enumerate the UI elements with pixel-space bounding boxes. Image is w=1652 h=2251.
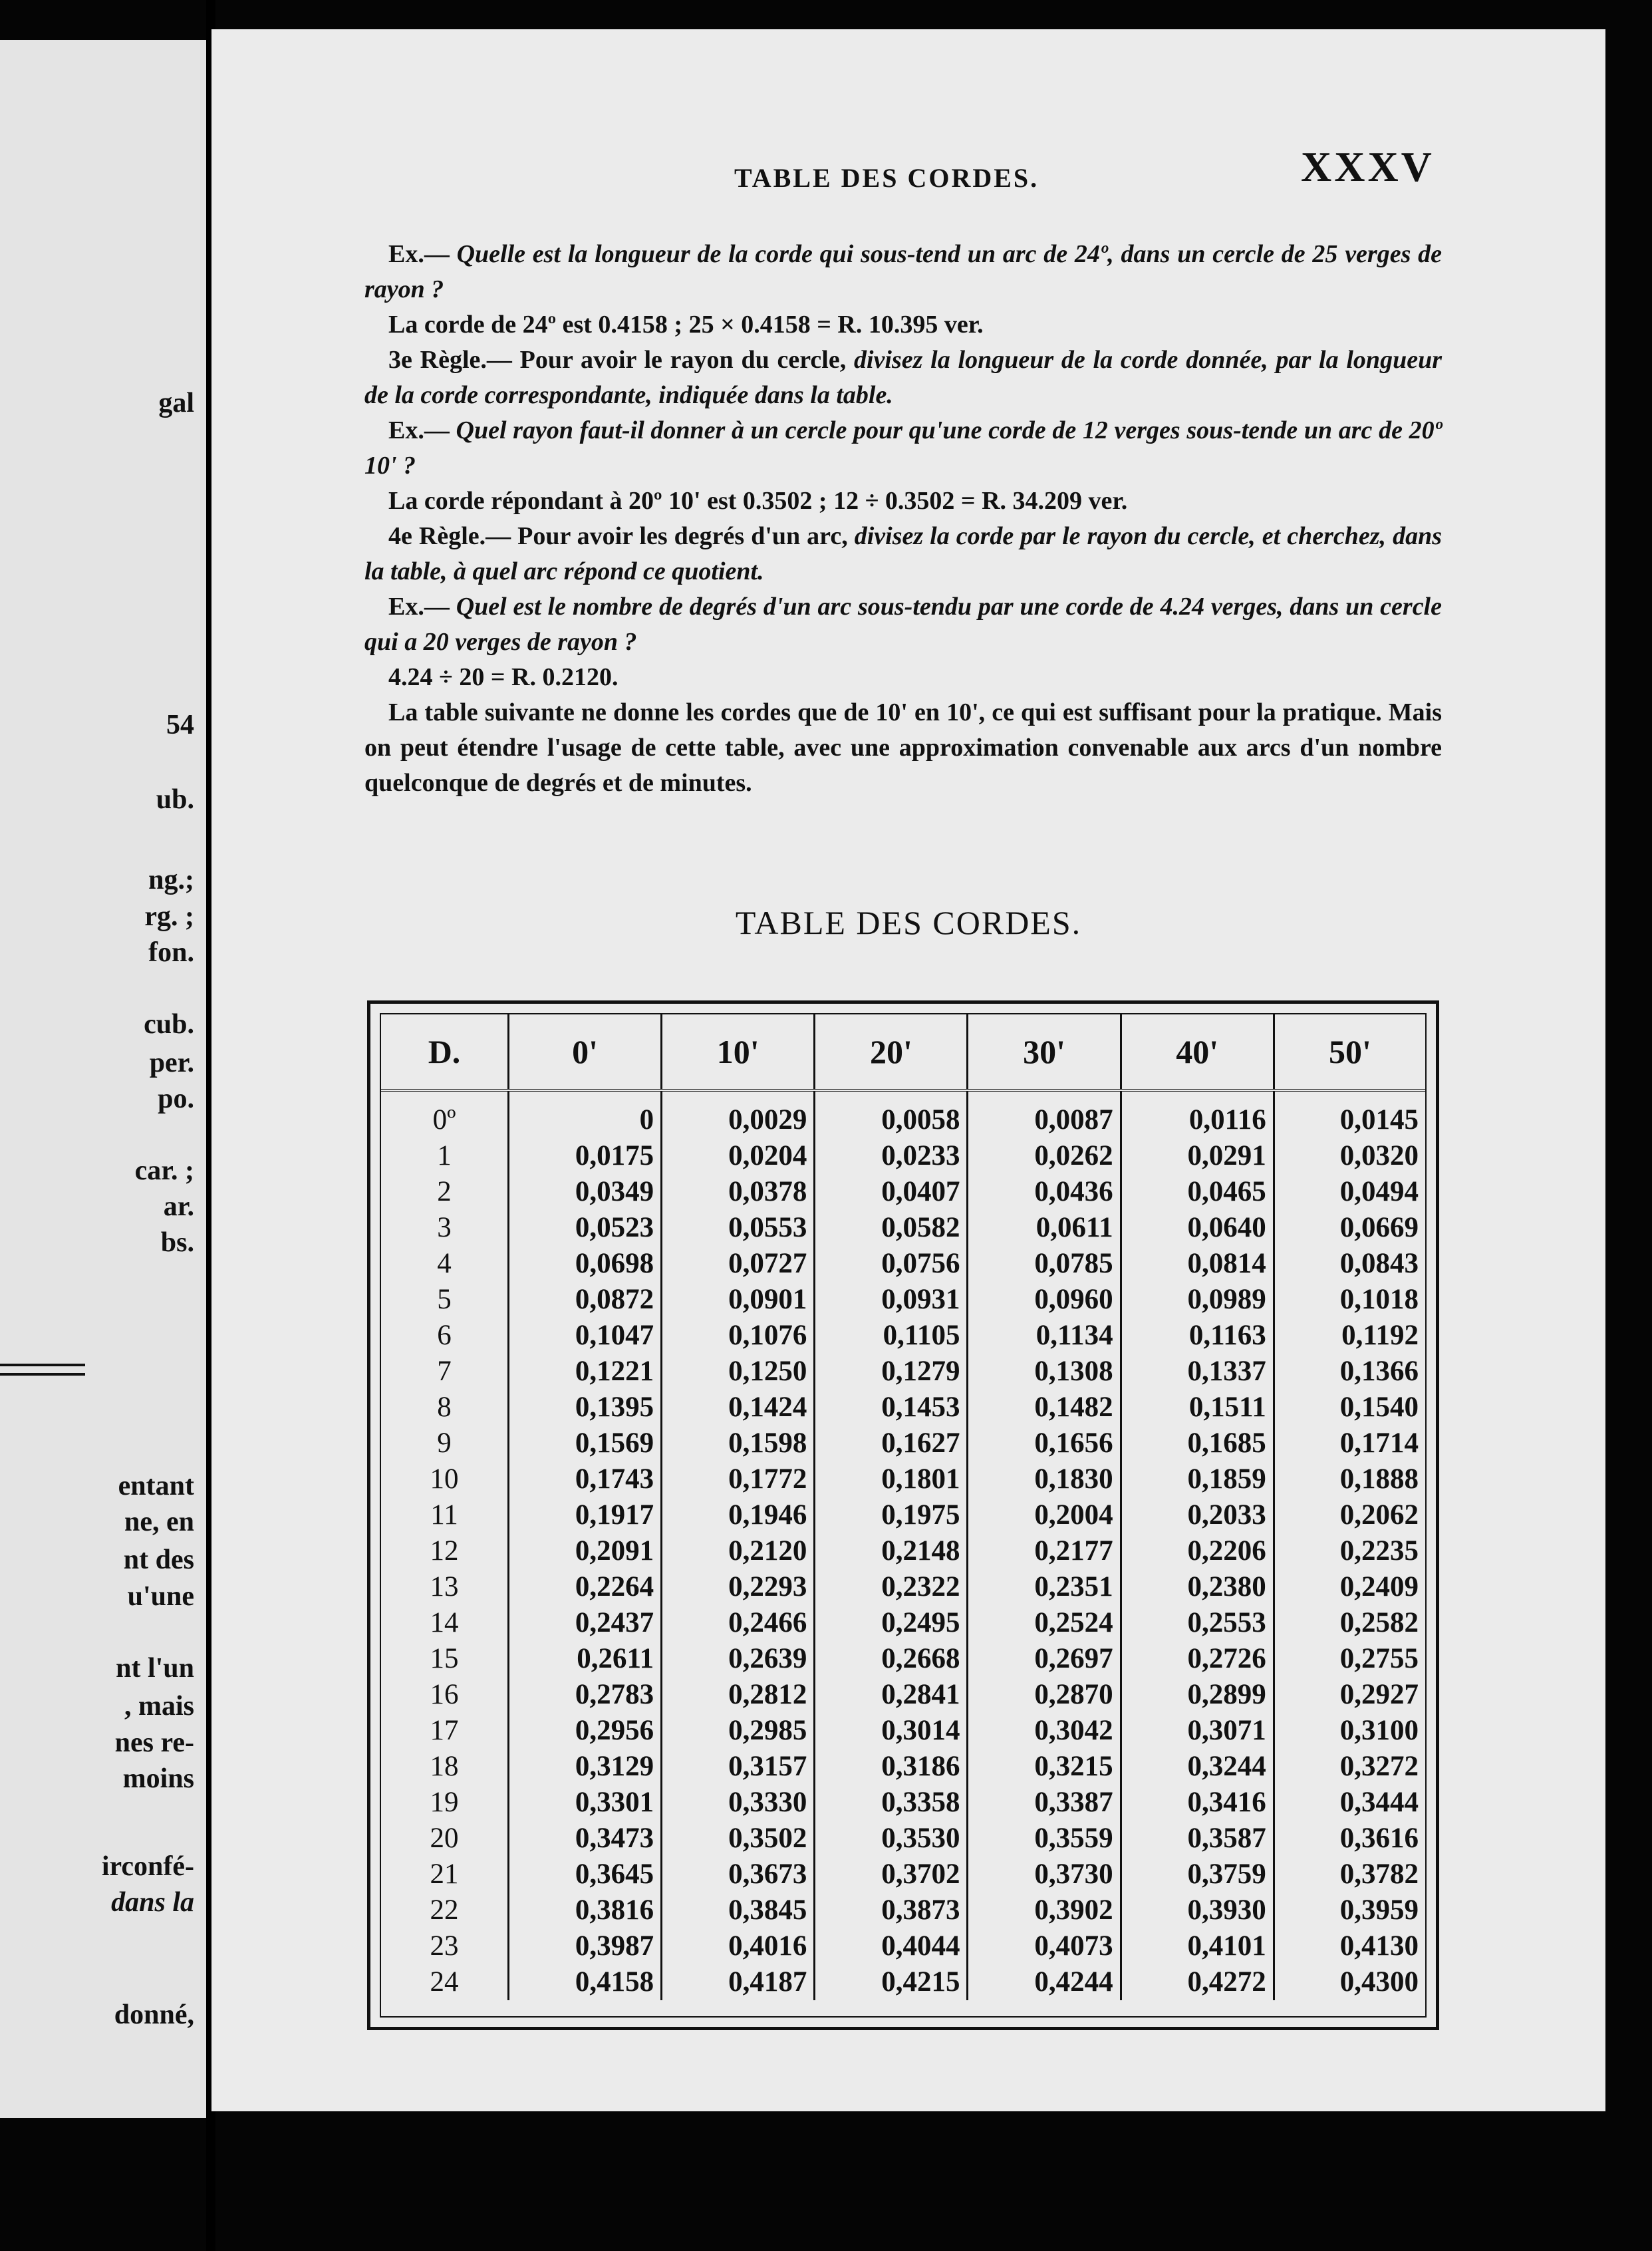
paragraph-answer-3: 4.24 ÷ 20 = R. 0.2120. — [388, 663, 619, 691]
degree-cell: 21 — [430, 1859, 459, 1890]
previous-page-fragment-text: bs. — [160, 1227, 194, 1259]
chord-value-cell: 0,0727 — [662, 1246, 815, 1282]
column-header: D. — [381, 1014, 509, 1090]
chord-value-cell: 0,2177 — [968, 1533, 1121, 1569]
chord-value-cell: 0,0989 — [1121, 1282, 1274, 1318]
chord-value-cell: 0,4130 — [1274, 1928, 1425, 1964]
chord-value-cell: 0,2264 — [509, 1569, 662, 1605]
degree-cell: 6 — [437, 1320, 452, 1351]
chord-value-cell: 0,2206 — [1121, 1533, 1274, 1569]
degree-cell: 4 — [437, 1248, 452, 1279]
paragraph-rule-3 — [364, 343, 1442, 413]
chord-value-cell: 0,1221 — [509, 1354, 662, 1390]
previous-page-fragment-text: dans la — [111, 1886, 194, 1918]
chord-value-cell: 0,4158 — [509, 1964, 662, 2000]
chord-value-cell: 0,2409 — [1274, 1569, 1425, 1605]
chord-value-cell: 0,4244 — [968, 1964, 1121, 2000]
chord-value-cell: 0,3014 — [815, 1713, 968, 1749]
body-text — [364, 237, 1442, 801]
previous-page-fragment-text: ng.; — [148, 865, 194, 896]
chord-value-cell: 0,3244 — [1121, 1749, 1274, 1785]
chord-value-cell: 0,0320 — [1274, 1138, 1425, 1174]
table-row — [381, 1821, 1425, 1857]
table-inner-border — [380, 1013, 1427, 2018]
chord-value-cell: 0,3129 — [509, 1749, 662, 1785]
page-number: XXXV — [1301, 143, 1435, 190]
paragraph-example-3 — [364, 589, 1442, 660]
rule-text: divisez la corde par le rayon du cercle, et cherchez, dans la table, à quel arc répond ce quotient. — [364, 522, 1442, 585]
chord-value-cell: 0 — [509, 1090, 662, 1138]
chord-value-cell: 0,3301 — [509, 1785, 662, 1821]
chord-value-cell: 0,3100 — [1274, 1713, 1425, 1749]
chord-value-cell: 0,2841 — [815, 1677, 968, 1713]
paragraph-rule-4 — [364, 519, 1442, 589]
chord-value-cell: 0,1888 — [1274, 1461, 1425, 1497]
previous-page-fragment-text: ub. — [156, 784, 194, 815]
chord-value-cell: 0,2351 — [968, 1569, 1121, 1605]
chord-value-cell: 0,3071 — [1121, 1713, 1274, 1749]
previous-page-fragment-text: 54 — [166, 709, 194, 740]
chord-value-cell: 0,2322 — [815, 1569, 968, 1605]
chord-value-cell: 0,1424 — [662, 1390, 815, 1426]
chord-value-cell: 0,2956 — [509, 1713, 662, 1749]
chord-value-cell: 0,3816 — [509, 1892, 662, 1928]
degree-cell: 23 — [430, 1930, 459, 1962]
previous-page-fragment-text: nes re- — [114, 1727, 194, 1758]
degree-cell: 9 — [437, 1427, 452, 1459]
column-header: 40' — [1121, 1014, 1274, 1090]
table-row — [381, 1426, 1425, 1461]
chord-value-cell: 0,3473 — [509, 1821, 662, 1857]
chord-value-cell: 0,4272 — [1121, 1964, 1274, 2000]
table-row — [381, 1246, 1425, 1282]
table-row — [381, 1928, 1425, 1964]
table-row — [381, 1641, 1425, 1677]
chord-value-cell: 0,2639 — [662, 1641, 815, 1677]
chord-value-cell: 0,1946 — [662, 1497, 815, 1533]
chord-value-cell: 0,4016 — [662, 1928, 815, 1964]
book-page — [211, 29, 1605, 2111]
table-row — [381, 1533, 1425, 1569]
degree-cell: 14 — [430, 1607, 459, 1638]
table-row — [381, 1138, 1425, 1174]
chord-value-cell: 0,0785 — [968, 1246, 1121, 1282]
table-row — [381, 1282, 1425, 1318]
chord-value-cell: 0,1018 — [1274, 1282, 1425, 1318]
chord-value-cell: 0,0553 — [662, 1210, 815, 1246]
chord-value-cell: 0,1308 — [968, 1354, 1121, 1390]
chord-value-cell: 0,2495 — [815, 1605, 968, 1641]
chord-value-cell: 0,0669 — [1274, 1210, 1425, 1246]
chord-value-cell: 0,3416 — [1121, 1785, 1274, 1821]
table-row — [381, 1174, 1425, 1210]
chord-value-cell: 0,1047 — [509, 1318, 662, 1354]
chord-value-cell: 0,4101 — [1121, 1928, 1274, 1964]
degree-cell: 24 — [430, 1966, 459, 1998]
degree-cell: 16 — [430, 1679, 459, 1710]
chord-value-cell: 0,1627 — [815, 1426, 968, 1461]
previous-page-fragment-text: ne, en — [124, 1506, 194, 1537]
previous-page-fragment-text: nt des — [123, 1545, 194, 1576]
table-row — [381, 1318, 1425, 1354]
chord-value-cell: 0,3645 — [509, 1857, 662, 1892]
previous-page-fragment-text: donné, — [114, 1999, 194, 2030]
chord-value-cell: 0,0843 — [1274, 1246, 1425, 1282]
chord-value-cell: 0,4187 — [662, 1964, 815, 2000]
degree-cell: 1 — [437, 1140, 452, 1171]
chord-value-cell: 0,2466 — [662, 1605, 815, 1641]
table-row — [381, 1354, 1425, 1390]
chord-value-cell: 0,3559 — [968, 1821, 1121, 1857]
degree-cell: 12 — [430, 1535, 459, 1567]
column-header: 50' — [1274, 1014, 1425, 1090]
table-frame — [367, 1000, 1439, 2030]
chord-value-cell: 0,0698 — [509, 1246, 662, 1282]
previous-page-fragment-text: irconfé- — [101, 1851, 194, 1882]
chord-value-cell: 0,0291 — [1121, 1138, 1274, 1174]
chord-value-cell: 0,0611 — [968, 1210, 1121, 1246]
chord-value-cell: 0,0087 — [968, 1090, 1121, 1138]
previous-page-fragment-text: nt l'un — [116, 1652, 194, 1684]
chord-value-cell: 0,2120 — [662, 1533, 815, 1569]
chord-value-cell: 0,1250 — [662, 1354, 815, 1390]
chord-value-cell: 0,2553 — [1121, 1605, 1274, 1641]
example-label: Ex.— — [388, 416, 456, 444]
chord-value-cell: 0,3873 — [815, 1892, 968, 1928]
chord-value-cell: 0,2582 — [1274, 1605, 1425, 1641]
chord-value-cell: 0,1656 — [968, 1426, 1121, 1461]
chord-value-cell: 0,4300 — [1274, 1964, 1425, 2000]
degree-cell: 13 — [430, 1571, 459, 1602]
table-row — [381, 1677, 1425, 1713]
chord-value-cell: 0,1134 — [968, 1318, 1121, 1354]
table-row — [381, 1857, 1425, 1892]
column-header: 10' — [662, 1014, 815, 1090]
chord-value-cell: 0,2524 — [968, 1605, 1121, 1641]
chord-value-cell: 0,1714 — [1274, 1426, 1425, 1461]
chord-value-cell: 0,3959 — [1274, 1892, 1425, 1928]
paragraph-answer-2: La corde répondant à 20º 10' est 0.3502 ; 12 ÷ 0.3502 = R. 34.209 ver. — [388, 487, 1128, 515]
table-row — [381, 1892, 1425, 1928]
column-header: 20' — [815, 1014, 968, 1090]
chord-value-cell: 0,3215 — [968, 1749, 1121, 1785]
chord-value-cell: 0,3782 — [1274, 1857, 1425, 1892]
chord-value-cell: 0,1337 — [1121, 1354, 1274, 1390]
chord-value-cell: 0,1192 — [1274, 1318, 1425, 1354]
table-row — [381, 1090, 1425, 1138]
previous-page-fragment — [0, 40, 206, 2118]
degree-cell: 17 — [430, 1715, 459, 1746]
running-head: TABLE DES CORDES. — [734, 163, 1039, 193]
degree-cell: 2 — [437, 1176, 452, 1207]
degree-cell: 3 — [437, 1212, 452, 1243]
chord-value-cell: 0,0116 — [1121, 1090, 1274, 1138]
chord-value-cell: 0,1105 — [815, 1318, 968, 1354]
chord-value-cell: 0,1772 — [662, 1461, 815, 1497]
paragraph-example-2 — [364, 413, 1442, 484]
column-header: 0' — [509, 1014, 662, 1090]
chord-value-cell: 0,1540 — [1274, 1390, 1425, 1426]
chord-value-cell: 0,3042 — [968, 1713, 1121, 1749]
chord-value-cell: 0,3530 — [815, 1821, 968, 1857]
chord-value-cell: 0,2697 — [968, 1641, 1121, 1677]
chord-value-cell: 0,1917 — [509, 1497, 662, 1533]
chord-value-cell: 0,1801 — [815, 1461, 968, 1497]
chord-value-cell: 0,3272 — [1274, 1749, 1425, 1785]
chord-value-cell: 0,0407 — [815, 1174, 968, 1210]
chord-value-cell: 0,0872 — [509, 1282, 662, 1318]
chord-value-cell: 0,1395 — [509, 1390, 662, 1426]
chord-value-cell: 0,2985 — [662, 1713, 815, 1749]
table-row — [381, 1785, 1425, 1821]
previous-page-fragment-text: fon. — [148, 937, 194, 968]
column-header: 30' — [968, 1014, 1121, 1090]
chord-value-cell: 0,1511 — [1121, 1390, 1274, 1426]
degree-cell: 22 — [430, 1894, 459, 1926]
chord-value-cell: 0,2899 — [1121, 1677, 1274, 1713]
chord-value-cell: 0,2091 — [509, 1533, 662, 1569]
chord-value-cell: 0,0349 — [509, 1174, 662, 1210]
rule-label: 3e Règle.— Pour avoir le rayon du cercle, — [388, 346, 854, 374]
previous-page-fragment-text: per. — [149, 1047, 194, 1078]
chord-value-cell: 0,3673 — [662, 1857, 815, 1892]
table-row — [381, 1713, 1425, 1749]
table-row — [381, 1497, 1425, 1533]
previous-page-fragment-text: rg. ; — [144, 901, 194, 932]
table-row — [381, 1461, 1425, 1497]
chord-value-cell: 0,3702 — [815, 1857, 968, 1892]
previous-page-fragment-text: cub. — [144, 1009, 194, 1040]
degree-cell: 11 — [430, 1499, 458, 1531]
chord-value-cell: 0,3157 — [662, 1749, 815, 1785]
chord-value-cell: 0,2148 — [815, 1533, 968, 1569]
degree-cell: 10 — [430, 1463, 459, 1495]
degree-cell: 20 — [430, 1823, 459, 1854]
table-row — [381, 1390, 1425, 1426]
chord-value-cell: 0,1859 — [1121, 1461, 1274, 1497]
chord-value-cell: 0,4215 — [815, 1964, 968, 2000]
chord-value-cell: 0,0756 — [815, 1246, 968, 1282]
paragraph-example-1 — [364, 237, 1442, 307]
chord-value-cell: 0,2293 — [662, 1569, 815, 1605]
chord-value-cell: 0,2870 — [968, 1677, 1121, 1713]
chord-value-cell: 0,4073 — [968, 1928, 1121, 1964]
chord-value-cell: 0,2726 — [1121, 1641, 1274, 1677]
chord-value-cell: 0,1482 — [968, 1390, 1121, 1426]
chord-value-cell: 0,2004 — [968, 1497, 1121, 1533]
previous-page-fragment-text: ar. — [163, 1191, 194, 1223]
chord-value-cell: 0,3387 — [968, 1785, 1121, 1821]
previous-page-fragment-text: po. — [158, 1083, 194, 1114]
chord-value-cell: 0,0582 — [815, 1210, 968, 1246]
table-title: TABLE DES CORDES. — [735, 904, 1082, 941]
chord-value-cell: 0,1569 — [509, 1426, 662, 1461]
previous-page-fragment-text: moins — [122, 1763, 194, 1794]
chord-value-cell: 0,0145 — [1274, 1090, 1425, 1138]
chord-value-cell: 0,3330 — [662, 1785, 815, 1821]
example-label: Ex.— — [388, 240, 457, 268]
previous-page-fragment-text: u'une — [127, 1580, 194, 1612]
chord-value-cell: 0,0814 — [1121, 1246, 1274, 1282]
chord-value-cell: 0,1743 — [509, 1461, 662, 1497]
previous-page-double-rule — [0, 1364, 85, 1376]
example-question: Quel rayon faut-il donner à un cercle pour qu'une corde de 12 verges sous-tende un arc de 20º 10' ? — [364, 416, 1442, 480]
degree-cell: 5 — [437, 1284, 452, 1315]
chord-value-cell: 0,3902 — [968, 1892, 1121, 1928]
chord-value-cell: 0,0029 — [662, 1090, 815, 1138]
chord-value-cell: 0,2812 — [662, 1677, 815, 1713]
previous-page-fragment-text: entant — [118, 1470, 194, 1501]
chord-value-cell: 0,3186 — [815, 1749, 968, 1785]
chord-value-cell: 0,3987 — [509, 1928, 662, 1964]
paragraph-note: La table suivante ne donne les cordes que de 10' en 10', ce qui est suffisant pour la pratique. Mais on peut étendre l'usage de cette table, avec une approximation convenable aux arcs d'un nombre quelconque de degrés et de minutes. — [364, 698, 1442, 797]
chord-value-cell: 0,3358 — [815, 1785, 968, 1821]
chord-value-cell: 0,1975 — [815, 1497, 968, 1533]
chord-value-cell: 0,1830 — [968, 1461, 1121, 1497]
table-row — [381, 1749, 1425, 1785]
chord-value-cell: 0,0378 — [662, 1174, 815, 1210]
chord-value-cell: 0,3444 — [1274, 1785, 1425, 1821]
chord-value-cell: 0,0175 — [509, 1138, 662, 1174]
chord-value-cell: 0,0262 — [968, 1138, 1121, 1174]
chord-value-cell: 0,1279 — [815, 1354, 968, 1390]
chord-value-cell: 0,0465 — [1121, 1174, 1274, 1210]
chord-value-cell: 0,1163 — [1121, 1318, 1274, 1354]
chord-value-cell: 0,0494 — [1274, 1174, 1425, 1210]
example-label: Ex.— — [388, 593, 456, 621]
previous-page-fragment-text: gal — [158, 388, 194, 419]
table-row — [381, 1964, 1425, 2000]
chord-value-cell: 0,0960 — [968, 1282, 1121, 1318]
chord-value-cell: 0,1076 — [662, 1318, 815, 1354]
chord-value-cell: 0,0901 — [662, 1282, 815, 1318]
degree-cell: 8 — [437, 1392, 452, 1423]
chord-value-cell: 0,0204 — [662, 1138, 815, 1174]
chord-value-cell: 0,1685 — [1121, 1426, 1274, 1461]
chord-value-cell: 0,3930 — [1121, 1892, 1274, 1928]
chord-value-cell: 0,3616 — [1274, 1821, 1425, 1857]
chord-value-cell: 0,0523 — [509, 1210, 662, 1246]
chord-value-cell: 0,3730 — [968, 1857, 1121, 1892]
table-body — [381, 1090, 1425, 2000]
degree-cell: 19 — [430, 1787, 459, 1818]
paragraph-answer-1: La corde de 24º est 0.4158 ; 25 × 0.4158 = R. 10.395 ver. — [388, 311, 984, 339]
chord-value-cell: 0,2927 — [1274, 1677, 1425, 1713]
chord-table — [381, 1014, 1425, 2000]
example-question: Quelle est la longueur de la corde qui sous-tend un arc de 24º, dans un cercle de 25 verges de rayon ? — [364, 240, 1442, 303]
table-row — [381, 1569, 1425, 1605]
chord-value-cell: 0,1366 — [1274, 1354, 1425, 1390]
chord-value-cell: 0,1598 — [662, 1426, 815, 1461]
table-row — [381, 1605, 1425, 1641]
rule-label: 4e Règle.— Pour avoir les degrés d'un arc, — [388, 522, 855, 550]
chord-value-cell: 0,2235 — [1274, 1533, 1425, 1569]
chord-value-cell: 0,2783 — [509, 1677, 662, 1713]
chord-value-cell: 0,3759 — [1121, 1857, 1274, 1892]
chord-value-cell: 0,0640 — [1121, 1210, 1274, 1246]
rule-text: divisez la longueur de la corde donnée, par la longueur de la corde correspondante, indiquée dans la table. — [364, 346, 1442, 409]
chord-value-cell: 0,2062 — [1274, 1497, 1425, 1533]
chord-value-cell: 0,3502 — [662, 1821, 815, 1857]
previous-page-fragment-text: , mais — [124, 1691, 194, 1722]
chord-value-cell: 0,0233 — [815, 1138, 968, 1174]
previous-page-fragment-text: car. ; — [134, 1155, 194, 1186]
degree-cell: 18 — [430, 1751, 459, 1782]
chord-value-cell: 0,2755 — [1274, 1641, 1425, 1677]
table-header-row — [381, 1014, 1425, 1090]
chord-value-cell: 0,0436 — [968, 1174, 1121, 1210]
degree-cell: 0º — [432, 1104, 456, 1135]
chord-value-cell: 0,0931 — [815, 1282, 968, 1318]
chord-value-cell: 0,0058 — [815, 1090, 968, 1138]
chord-value-cell: 0,2033 — [1121, 1497, 1274, 1533]
chord-value-cell: 0,2437 — [509, 1605, 662, 1641]
example-question: Quel est le nombre de degrés d'un arc sous-tendu par une corde de 4.24 verges, dans un cercle qui a 20 verges de rayon ? — [364, 593, 1442, 656]
chord-value-cell: 0,4044 — [815, 1928, 968, 1964]
table-row — [381, 1210, 1425, 1246]
degree-cell: 7 — [437, 1356, 452, 1387]
chord-value-cell: 0,2611 — [509, 1641, 662, 1677]
chord-value-cell: 0,3845 — [662, 1892, 815, 1928]
degree-cell: 15 — [430, 1643, 459, 1674]
chord-value-cell: 0,1453 — [815, 1390, 968, 1426]
chord-value-cell: 0,2380 — [1121, 1569, 1274, 1605]
chord-value-cell: 0,2668 — [815, 1641, 968, 1677]
chord-value-cell: 0,3587 — [1121, 1821, 1274, 1857]
